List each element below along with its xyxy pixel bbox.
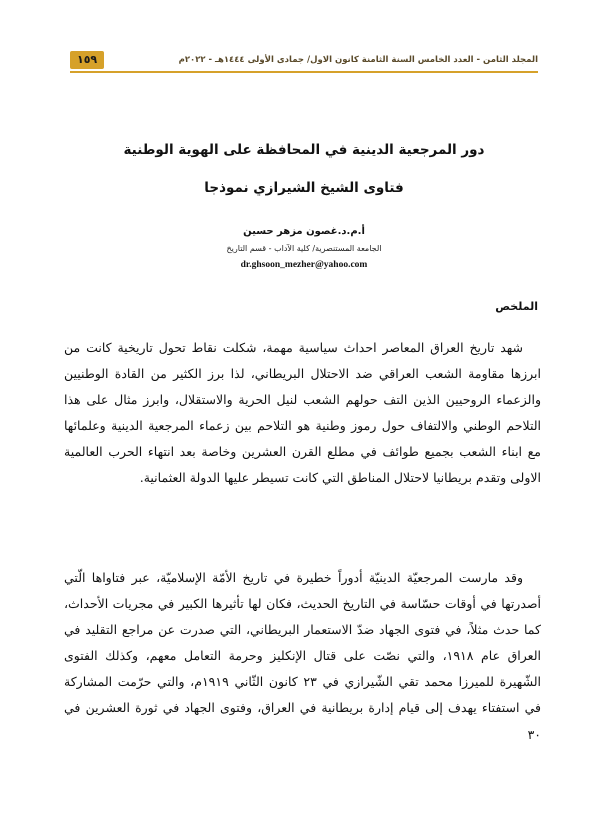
author-block xyxy=(70,224,538,272)
author-affiliation: الجامعة المستنصرية/ كلية الآداب - قسم التاريخ xyxy=(226,244,382,253)
article-subtitle: فتاوى الشيخ الشيرازي نموذجا xyxy=(204,180,404,196)
abstract-paragraph-1: شهد تاريخ العراق المعاصر احداث سياسية مهمة، شكلت نقاط تحول تاريخية كانت من ابرزها مقاومة الشعب العراقي ضد الاحتلال البريطاني، لذا برز الكثير من القادة الوطنيين والزعماء الروحيين الذين التف حولهم الشعب لنيل الحرية والاستقلال، وابرز مثال على هذا التلاحم الوطني والالتفاف حول رموز وطنية هو التلاحم بين زعماء المرجعية الدينية وعلمائها مع ابناء الشعب بجميع طوائف في مطلع القرن العشرين وخاصة بعد انتهاء الحرب العالمية الاولى وتقدم بريطانيا لاحتلال المناطق التي كانت تسيطر عليها الدولة العثمانية. xyxy=(64,340,541,486)
running-title: المجلد الثامن - العدد الخامس السنة الثامنة كانون الاول/ جمادى الأولى ١٤٤٤هـ - ٢٠٢٢م xyxy=(178,55,538,65)
running-header xyxy=(70,49,538,73)
author-email: dr.ghsoon_mezher@yahoo.com xyxy=(240,260,368,270)
article-title-block xyxy=(70,138,538,200)
abstract-paragraph-2: وقد مارست المرجعيّة الدينيّة أدوراً خطيرة في تاريخ الأمّة الإسلاميّة، عبر فتاواها الّتي أصدرتها في أوقات حسّاسة في التاريخ الحديث، فكان لها تأثيرها الكبير في مجريات الأحداث، كما حدث مثلاً، في فتوى الجهاد ضدّ الاستعمار البريطاني، التي صدرت عن مراجع التقليد في العراق عام ١٩١٨، والتي نصّت على قتال الإنكليز وحرمة التعامل معهم، وكذلك الفتوى الشّهيرة للميرزا محمد تقي الشّيرازي في ٢٣ كانون الثّاني ١٩١٩م، والتي حرّمت المشاركة في استفتاء يهدف إلى قيام إدارة بريطانية في العراق، وفتوى الجهاد في ثورة العشرين في ٣٠ xyxy=(64,570,542,742)
article-title: دور المرجعية الدينية في المحافظة على الهوية الوطنية xyxy=(123,142,485,158)
page-number: ١٥٩ xyxy=(70,51,104,69)
abstract-heading: الملخص xyxy=(495,300,538,313)
author-name: أ.م.د.غصون مزهر حسين xyxy=(243,226,365,237)
